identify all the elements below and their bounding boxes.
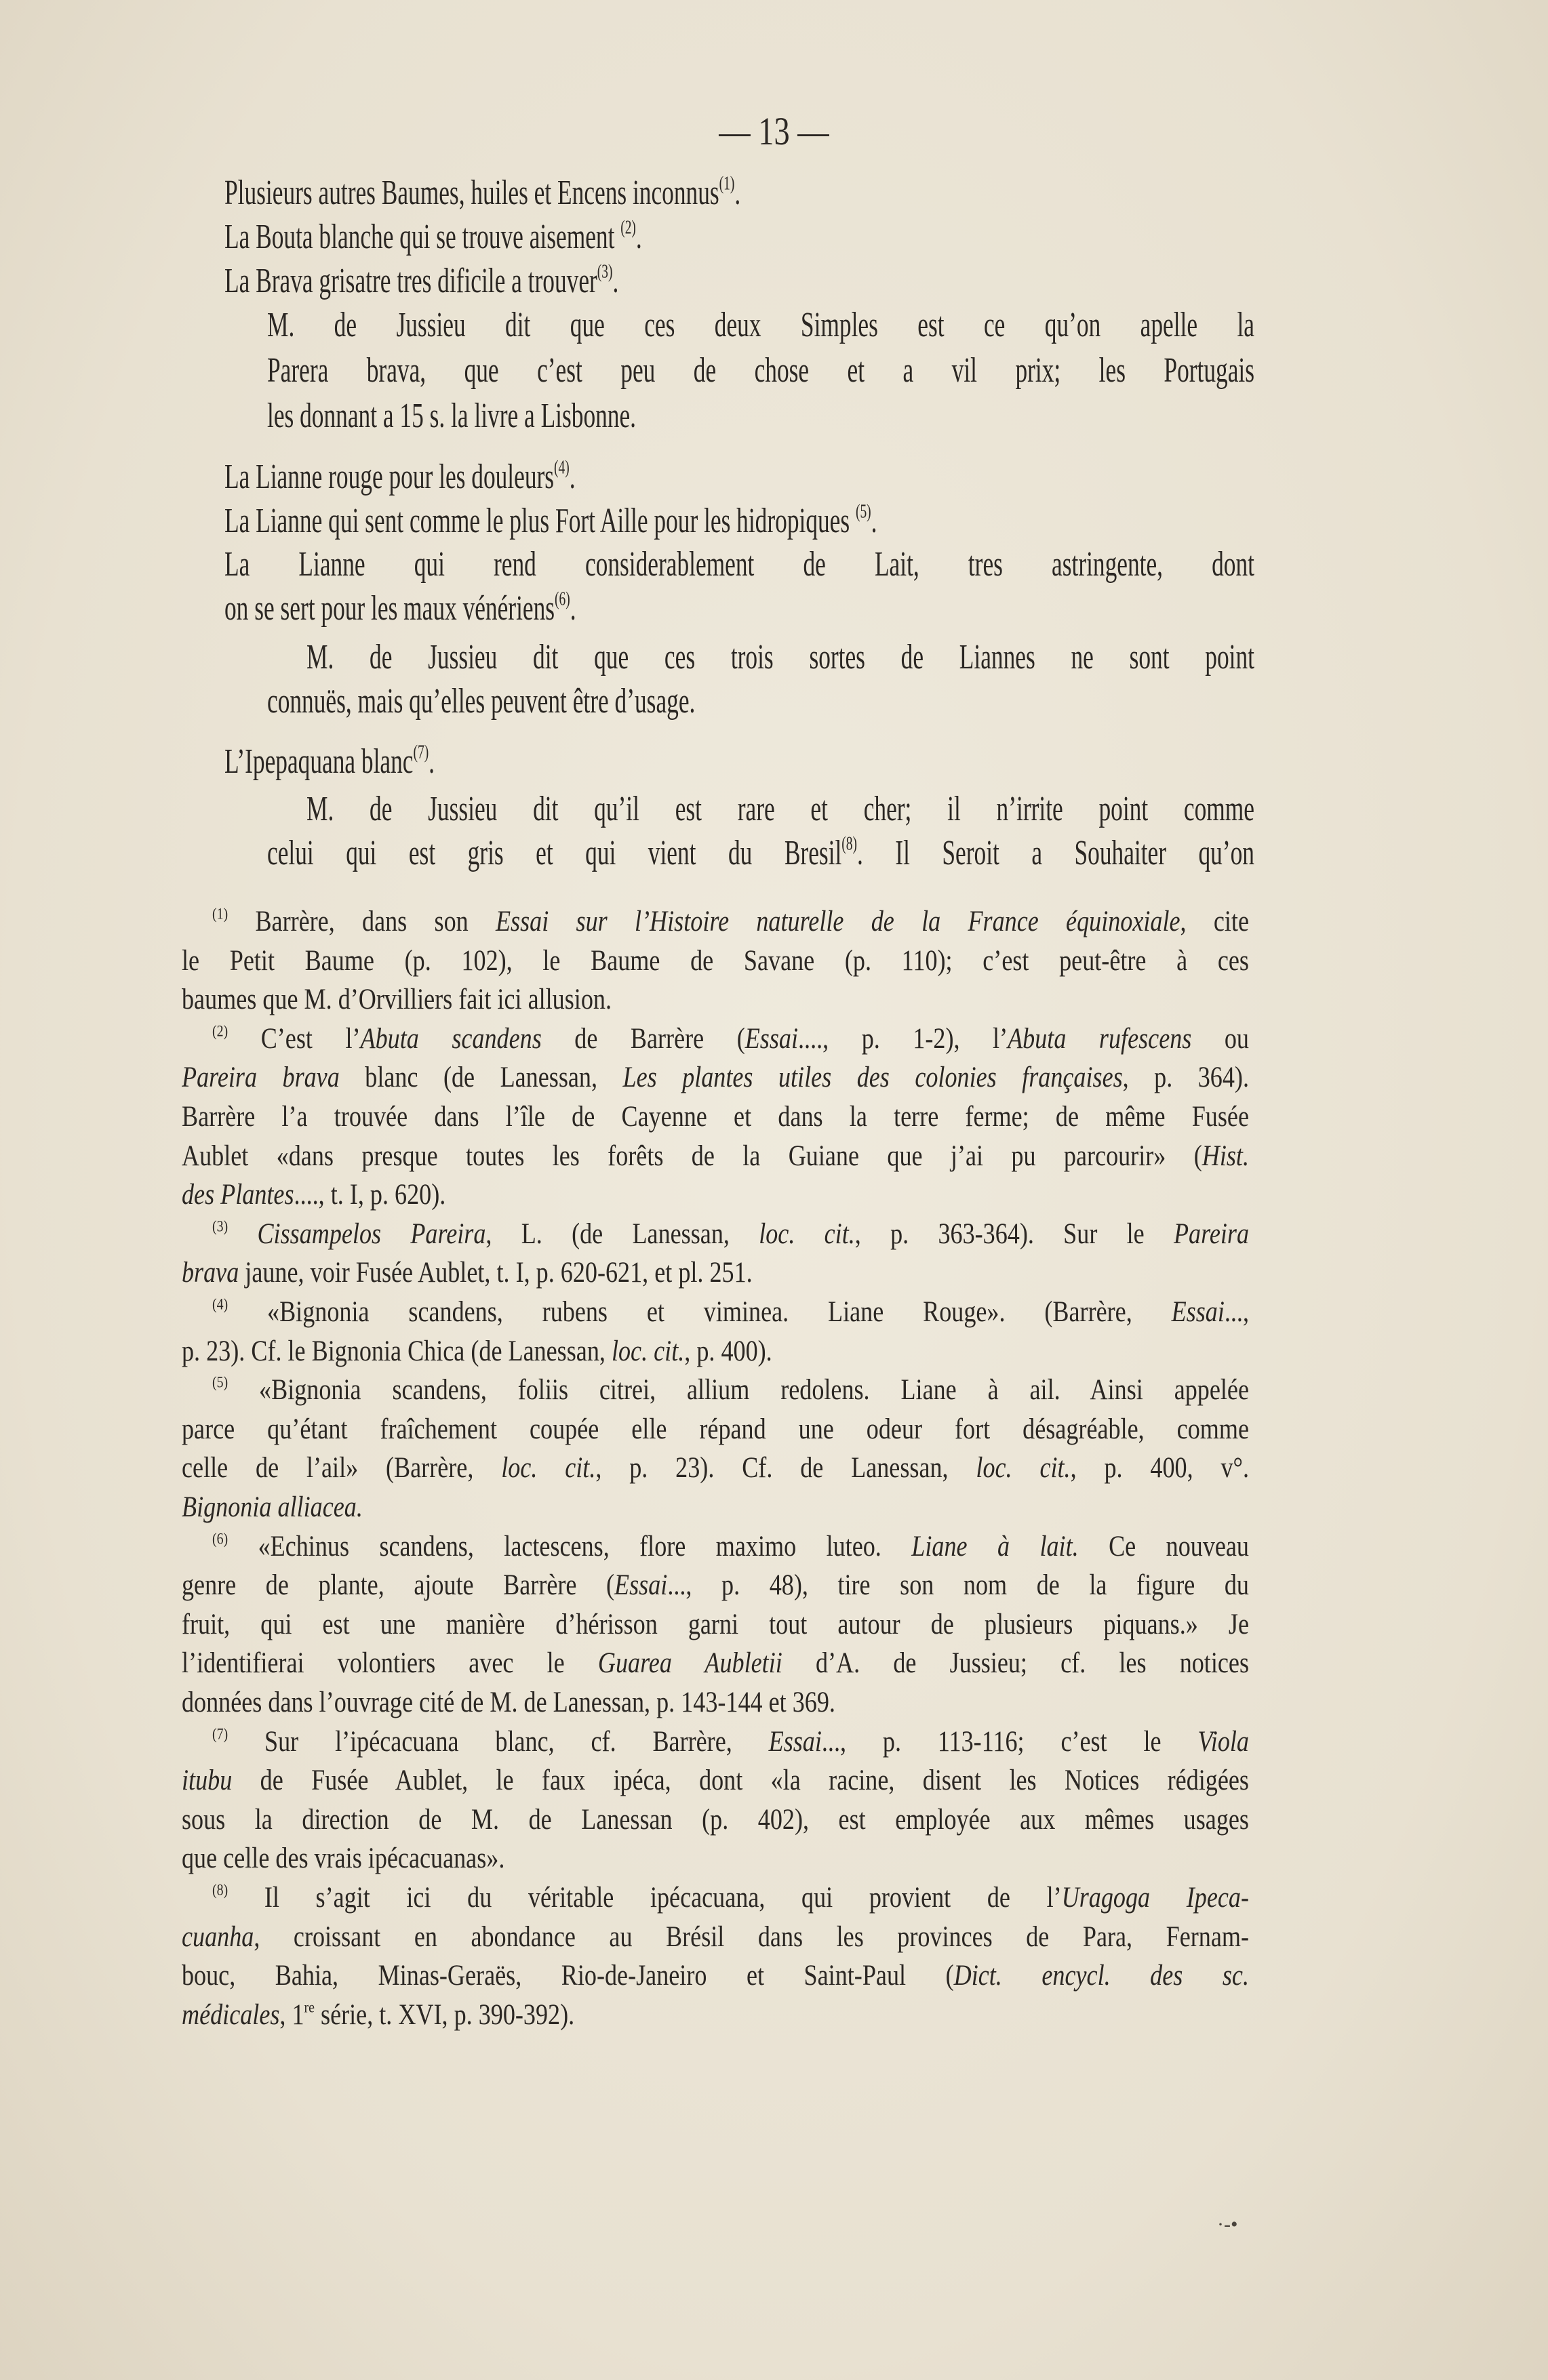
footnote-ref: re [304, 1998, 315, 2017]
text-run: Sur l’ipécacuana blanc, cf. Barrère, [228, 1726, 769, 1758]
text-run: , p. 400, v°. [1070, 1452, 1249, 1484]
text-run: celui qui est gris et qui vient du Bresil [267, 834, 842, 872]
text-run: de Barrère ( [541, 1023, 745, 1055]
main-text-line [267, 350, 1254, 398]
footnote-ref: (3) [597, 261, 613, 283]
text-run: La Lianne qui rend considerablement de Lait, tres astringente, dont [224, 545, 1254, 584]
text-run: ..., p. 113-116; c’est le [821, 1726, 1198, 1758]
text-run: données dans l’ouvrage cité de M. de Lanessan, p. 143-144 et 369. [182, 1687, 835, 1718]
footnote-ref: (6) [555, 588, 570, 610]
text-run: . [569, 458, 576, 496]
text-run: . Il Seroit a Souhaiter qu’on [856, 834, 1254, 872]
text-run: d’A. de Jussieu; cf. les notices [782, 1647, 1249, 1679]
footnote-line [182, 1686, 835, 1719]
footnote-line [182, 1335, 772, 1368]
italic-run: Essai [614, 1569, 668, 1601]
text-run: ...., p. 1-2), l’ [798, 1023, 1008, 1055]
text-run: , p. 363-364). Sur le [854, 1218, 1174, 1250]
text-run: p. 23). Cf. le Bignonia Chica (de Lanessan, [182, 1335, 612, 1367]
main-text-line [224, 588, 576, 628]
footnote-ref: (5) [212, 1373, 229, 1392]
main-text-line [224, 173, 740, 213]
text-run: baumes que M. d’Orvilliers fait ici allusion. [182, 984, 612, 1015]
text-run: , 1 [279, 1999, 304, 2031]
italic-run: Dict. encycl. des sc. [953, 1960, 1249, 1992]
text-run: , p. 23). Cf. de Lanessan, [595, 1452, 976, 1484]
text-run: La Bouta blanche qui se trouve aisement [224, 218, 621, 256]
footnote-ref: (1) [719, 173, 735, 195]
italic-run: Abuta rufescens [1008, 1023, 1192, 1055]
text-run: C’est l’ [228, 1023, 361, 1055]
italic-run: Cissampelos Pareira [257, 1218, 486, 1250]
ink-speck: ·-• [1217, 2213, 1238, 2236]
text-run: ..., p. 48), tire son nom de la figure du [667, 1569, 1249, 1601]
italic-run: loc. cit. [976, 1452, 1071, 1484]
text-run: La Lianne qui sent comme le plus Fort Aille pour les hidropiques [224, 502, 856, 540]
footnote-ref: (4) [554, 457, 570, 479]
italic-run: Uragoga Ipeca- [1061, 1882, 1249, 1914]
text-run: genre de plante, ajoute Barrère ( [182, 1569, 615, 1601]
text-run: celle de l’ail» (Barrère, [182, 1452, 502, 1484]
text-run: Barrère l’a trouvée dans l’île de Cayenne et dans la terre ferme; de même Fusée [182, 1101, 1249, 1133]
text-run: Plusieurs autres Baumes, huiles et Encens inconnus [224, 174, 719, 212]
text-run: ...., t. I, p. 620). [294, 1179, 446, 1211]
italic-run: médicales [182, 1999, 280, 2031]
footnote-ref: (6) [212, 1530, 229, 1548]
footnote-ref: (2) [212, 1022, 229, 1041]
main-text-line [267, 681, 695, 721]
italic-run: cuanha [182, 1921, 254, 1953]
italic-run: Pareira [1173, 1218, 1249, 1250]
text-run: de Fusée Aublet, le faux ipéca, dont «la racine, disent les Notices rédigées [232, 1764, 1249, 1796]
text-run: on se sert pour les maux vénériens [224, 589, 555, 628]
italic-run: brava [182, 1257, 239, 1289]
main-text-line [306, 789, 1254, 836]
text-run: ou [1191, 1023, 1249, 1055]
italic-run: Essai [1171, 1296, 1225, 1328]
italic-run: itubu [182, 1764, 233, 1796]
italic-run: loc. cit. [611, 1335, 685, 1367]
text-run: M. de Jussieu dit que ces deux Simples est ce qu’on apelle la [267, 306, 1254, 344]
text-run: que celle des vrais ipécacuanas». [182, 1842, 505, 1874]
footnote-line [182, 983, 612, 1016]
main-text-line [224, 544, 1254, 592]
text-run [228, 1218, 257, 1250]
main-text-line [224, 742, 435, 782]
page-number: — 13 — [719, 109, 829, 153]
text-run: «Bignonia scandens, foliis citrei, allium redolens. Liane à ail. Ainsi appelée [228, 1374, 1249, 1406]
footnote-ref: (4) [212, 1295, 229, 1314]
footnote-ref: (2) [620, 217, 636, 239]
text-run: , p. 364). [1122, 1062, 1249, 1093]
footnote-ref: (1) [212, 905, 229, 923]
text-run: les donnant a 15 s. la livre a Lisbonne. [267, 397, 637, 435]
footnote-line [182, 1256, 753, 1289]
italic-run: Essai [768, 1726, 822, 1758]
italic-run: Les plantes utiles des colonies françaises [622, 1062, 1123, 1093]
italic-run: loc. cit. [501, 1452, 596, 1484]
text-run: sous la direction de M. de Lanessan (p. 402), est employée aux mêmes usages [182, 1804, 1249, 1836]
italic-run: Essai sur l’Histoire naturelle de la France équinoxiale [495, 906, 1180, 937]
text-run: l’identifierai volontiers avec le [182, 1647, 598, 1679]
text-run: M. de Jussieu dit qu’il est rare et cher; il n’irrite point comme [306, 790, 1254, 828]
main-text-line [224, 217, 642, 257]
italic-run: Liane à lait. [911, 1531, 1079, 1562]
text-run: . [612, 262, 619, 300]
text-run: bouc, Bahia, Minas-Geraës, Rio-de-Janeiro et Saint-Paul ( [182, 1960, 954, 1992]
text-run: Aublet «dans presque toutes les forêts de la Guiane que j’ai pu parcourir» ( [182, 1140, 1202, 1172]
text-run: , cite [1180, 906, 1249, 937]
text-run: «Bignonia scandens, rubens et viminea. Liane Rouge». (Barrère, [228, 1296, 1172, 1328]
footnote-line [182, 1998, 574, 2032]
text-run: L’Ipepaquana blanc [224, 742, 414, 781]
italic-run: Guarea Aubletii [597, 1647, 782, 1679]
italic-run: Bignonia alliacea. [182, 1491, 363, 1523]
main-text-line [224, 457, 576, 497]
text-run: Parera brava, que c’est peu de chose et a vil prix; les Portugais [267, 351, 1254, 390]
main-text-line [306, 637, 1254, 685]
text-run: , L. (de Lanessan, [485, 1218, 759, 1250]
text-run: blanc (de Lanessan, [339, 1062, 623, 1093]
text-run: série, t. XVI, p. 390-392). [314, 1999, 575, 2031]
footnote-line [182, 1842, 504, 1875]
main-text-line [267, 305, 1254, 352]
footnote-ref: (7) [413, 742, 429, 763]
italic-run: des Plantes [182, 1179, 294, 1211]
text-run: parce qu’étant fraîchement coupée elle répand une odeur fort désagréable, comme [182, 1413, 1249, 1445]
footnote-ref: (3) [212, 1217, 229, 1236]
text-run: La Lianne rouge pour les douleurs [224, 458, 555, 496]
text-run: . [734, 174, 741, 212]
text-run: connuës, mais qu’elles peuvent être d’usage. [267, 682, 696, 721]
italic-run: Hist. [1202, 1140, 1249, 1172]
text-run: Il s’agit ici du véritable ipécacuana, qui provient de l’ [228, 1882, 1062, 1914]
text-run: . [635, 218, 642, 256]
italic-run: Viola [1197, 1726, 1249, 1758]
text-run: le Petit Baume (p. 102), le Baume de Savane (p. 110); c’est peut-être à ces [182, 945, 1249, 977]
italic-run: loc. cit. [759, 1218, 855, 1250]
italic-run: Essai [745, 1023, 799, 1055]
text-run: Barrère, dans son [228, 906, 496, 937]
main-text-line [224, 261, 618, 301]
text-run: . [871, 502, 877, 540]
italic-run: Pareira brava [182, 1062, 340, 1093]
text-run: jaune, voir Fusée Aublet, t. I, p. 620-621, et pl. 251. [239, 1257, 753, 1289]
text-run: Ce nouveau [1078, 1531, 1249, 1562]
text-run: M. de Jussieu dit que ces trois sortes de Liannes ne sont point [306, 638, 1254, 677]
text-run: . [429, 742, 435, 781]
main-text-line [267, 396, 636, 436]
text-run: La Brava grisatre tres dificile a trouver [224, 262, 597, 300]
main-text-line [224, 501, 877, 541]
text-run: . [570, 589, 576, 628]
footnote-ref: (8) [212, 1881, 229, 1899]
text-run: , p. 400). [684, 1335, 772, 1367]
footnote-ref: (7) [212, 1725, 229, 1743]
text-run: , croissant en abondance au Brésil dans les provinces de Para, Fernam- [254, 1921, 1249, 1953]
italic-run: Abuta scandens [360, 1023, 542, 1055]
text-run: fruit, qui est une manière d’hérisson garni tout autour de plusieurs piquans.» Je [182, 1609, 1249, 1640]
text-run: «Echinus scandens, lactescens, flore maximo luteo. [228, 1531, 912, 1562]
footnote-line [182, 1491, 363, 1524]
footnote-ref: (8) [841, 833, 857, 855]
footnote-line [182, 1178, 445, 1211]
footnote-ref: (5) [855, 501, 871, 523]
text-run: ..., [1224, 1296, 1249, 1328]
main-text-line [267, 833, 1254, 881]
